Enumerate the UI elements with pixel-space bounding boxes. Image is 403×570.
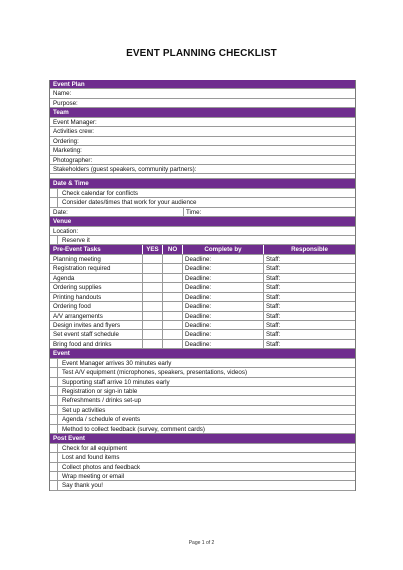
no-checkbox[interactable] (162, 264, 182, 272)
checklist-item[interactable] (50, 368, 355, 377)
deadline-field[interactable]: Deadline: (182, 283, 263, 291)
item-label: Agenda / schedule of events (62, 416, 141, 424)
deadline-field[interactable]: Deadline: (182, 321, 263, 329)
section-header-date-time: Date & Time (50, 179, 355, 188)
date-time-row (50, 208, 355, 217)
yes-checkbox[interactable] (142, 283, 162, 291)
checkbox[interactable] (50, 415, 58, 423)
field-marketing[interactable]: Marketing: (50, 146, 355, 155)
checklist-item[interactable] (50, 378, 355, 387)
item-label: Collect photos and feedback (62, 463, 141, 471)
staff-field[interactable]: Staff: (263, 330, 355, 338)
no-checkbox[interactable] (162, 312, 182, 320)
field-name[interactable]: Name: (50, 89, 355, 98)
yes-checkbox[interactable] (142, 340, 162, 348)
checklist-item[interactable] (50, 198, 355, 207)
field-time[interactable]: Time: (183, 208, 355, 216)
field-date[interactable]: Date: (53, 208, 68, 216)
checkbox[interactable] (50, 472, 58, 480)
column-header-complete-by: Complete by (182, 245, 263, 253)
staff-field[interactable]: Staff: (263, 340, 355, 348)
no-checkbox[interactable] (162, 255, 182, 263)
checklist-item[interactable] (50, 444, 355, 453)
yes-checkbox[interactable] (142, 330, 162, 338)
task-label: Registration required (53, 265, 111, 273)
staff-field[interactable]: Staff: (263, 283, 355, 291)
checkbox[interactable] (50, 189, 58, 197)
yes-checkbox[interactable] (142, 321, 162, 329)
pre-event-task-row (50, 283, 355, 292)
checkbox[interactable] (50, 481, 58, 489)
section-header-team: Team (50, 108, 355, 117)
no-checkbox[interactable] (162, 321, 182, 329)
checklist-item[interactable] (50, 387, 355, 396)
yes-checkbox[interactable] (142, 274, 162, 282)
checkbox[interactable] (50, 453, 58, 461)
deadline-field[interactable]: Deadline: (182, 255, 263, 263)
checkbox[interactable] (50, 378, 58, 386)
checklist-item[interactable] (50, 453, 355, 462)
staff-field[interactable]: Staff: (263, 293, 355, 301)
deadline-field[interactable]: Deadline: (182, 274, 263, 282)
pre-event-table-header (50, 245, 355, 254)
yes-checkbox[interactable] (142, 302, 162, 310)
task-label: Design invites and flyers (53, 321, 121, 329)
field-photographer[interactable]: Photographer: (50, 156, 355, 165)
deadline-field[interactable]: Deadline: (182, 312, 263, 320)
pre-event-task-row (50, 321, 355, 330)
checklist-item[interactable] (50, 396, 355, 405)
yes-checkbox[interactable] (142, 264, 162, 272)
column-header-responsible: Responsible (263, 245, 355, 253)
item-label: Test A/V equipment (microphones, speakers, presentations, videos) (62, 369, 248, 377)
column-header-yes: YES (142, 245, 162, 253)
pre-event-task-row (50, 255, 355, 264)
deadline-field[interactable]: Deadline: (182, 264, 263, 272)
deadline-field[interactable]: Deadline: (182, 330, 263, 338)
checkbox[interactable] (50, 236, 58, 244)
yes-checkbox[interactable] (142, 293, 162, 301)
checkbox[interactable] (50, 406, 58, 414)
column-header-no: NO (162, 245, 182, 253)
field-purpose[interactable]: Purpose: (50, 99, 355, 108)
pre-event-task-row (50, 293, 355, 302)
column-header-task: Pre-Event Tasks (53, 246, 101, 254)
field-stakeholders[interactable]: Stakeholders (guest speakers, community partners): (50, 165, 355, 174)
deadline-field[interactable]: Deadline: (182, 340, 263, 348)
no-checkbox[interactable] (162, 293, 182, 301)
pre-event-task-row (50, 274, 355, 283)
pre-event-task-row (50, 340, 355, 349)
staff-field[interactable]: Staff: (263, 255, 355, 263)
section-header-event-plan: Event Plan (50, 80, 355, 89)
checkbox[interactable] (50, 463, 58, 471)
no-checkbox[interactable] (162, 330, 182, 338)
section-header-venue: Venue (50, 217, 355, 226)
no-checkbox[interactable] (162, 274, 182, 282)
checklist-item[interactable] (50, 359, 355, 368)
yes-checkbox[interactable] (142, 312, 162, 320)
task-label: Ordering food (53, 303, 91, 311)
item-label: Lost and found items (62, 454, 120, 462)
task-label: A/V arrangements (53, 312, 103, 320)
checklist-item[interactable] (50, 406, 355, 415)
item-label: Reserve it (62, 237, 90, 244)
checklist-item[interactable] (50, 425, 355, 434)
item-label: Method to collect feedback (survey, comment cards) (62, 425, 205, 433)
checklist-item[interactable] (50, 481, 355, 490)
event-items (50, 359, 355, 435)
item-label: Say thank you! (62, 482, 103, 490)
checkbox[interactable] (50, 396, 58, 404)
item-label: Supporting staff arrive 10 minutes early (62, 378, 170, 386)
item-label: Event Manager arrives 30 minutes early (62, 359, 172, 367)
staff-field[interactable]: Staff: (263, 312, 355, 320)
checkbox[interactable] (50, 444, 58, 452)
staff-field[interactable]: Staff: (263, 274, 355, 282)
page-number: Page 1 of 2 (188, 540, 215, 546)
deadline-field[interactable]: Deadline: (182, 302, 263, 310)
item-label: Refreshments / drinks set-up (62, 397, 142, 405)
yes-checkbox[interactable] (142, 255, 162, 263)
section-header-event: Event (50, 349, 355, 358)
field-event-manager[interactable]: Event Manager: (50, 118, 355, 127)
item-label: Set up activities (62, 406, 106, 414)
item-label: Check for all equipment (62, 444, 128, 452)
task-label: Bring food and drinks (53, 340, 112, 348)
task-label: Planning meeting (53, 255, 101, 263)
post-event-items (50, 444, 355, 491)
checklist-item[interactable] (50, 415, 355, 424)
pre-event-rows (50, 255, 355, 349)
pre-event-task-row (50, 302, 355, 311)
field-ordering[interactable]: Ordering: (50, 137, 355, 146)
task-label: Ordering supplies (53, 284, 102, 292)
field-location[interactable]: Location: (50, 227, 355, 236)
checkbox[interactable] (50, 425, 58, 433)
task-label: Set event staff schedule (53, 331, 119, 339)
checklist-table (49, 80, 356, 491)
task-label: Printing handouts (53, 293, 102, 301)
no-checkbox[interactable] (162, 340, 182, 348)
item-label: Consider dates/times that work for your audience (62, 199, 197, 207)
item-label: Check calendar for conflicts (62, 189, 139, 197)
checklist-item[interactable] (50, 189, 355, 198)
item-label: Registration or sign-in table (62, 388, 138, 395)
staff-field[interactable]: Staff: (263, 302, 355, 310)
pre-event-task-row (50, 312, 355, 321)
page-title: EVENT PLANNING CHECKLIST (126, 48, 277, 59)
deadline-field[interactable]: Deadline: (182, 293, 263, 301)
staff-field[interactable]: Staff: (263, 264, 355, 272)
field-activities-crew[interactable]: Activities crew: (50, 127, 355, 136)
checkbox[interactable] (50, 368, 58, 376)
checklist-item[interactable] (50, 463, 355, 472)
pre-event-task-row (50, 264, 355, 273)
pre-event-task-row (50, 330, 355, 339)
staff-field[interactable]: Staff: (263, 321, 355, 329)
checkbox[interactable] (50, 387, 58, 395)
checklist-item[interactable] (50, 472, 355, 481)
section-header-post-event: Post Event (50, 434, 355, 443)
checklist-item[interactable] (50, 236, 355, 245)
item-label: Wrap meeting or email (62, 472, 125, 480)
checkbox[interactable] (50, 198, 58, 206)
no-checkbox[interactable] (162, 283, 182, 291)
no-checkbox[interactable] (162, 302, 182, 310)
task-label: Agenda (53, 274, 75, 282)
checkbox[interactable] (50, 359, 58, 367)
